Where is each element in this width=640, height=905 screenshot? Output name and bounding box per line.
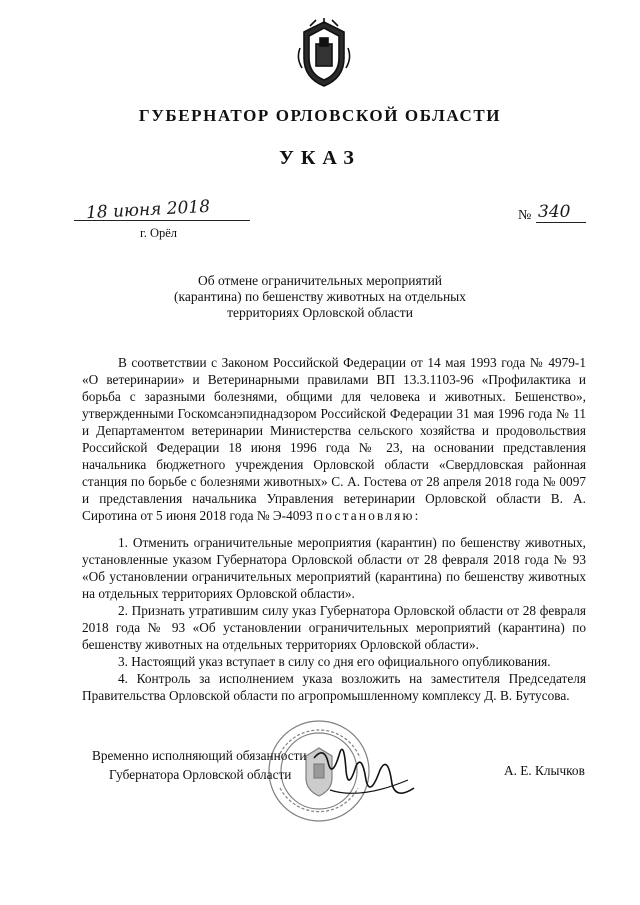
decree-word: постановляю: (316, 508, 421, 523)
subject-line: (карантина) по бешенству животных на отдельных (173, 289, 466, 304)
position-line: Временно исполняющий обязанности (92, 748, 307, 763)
number-underline (536, 222, 586, 223)
organization-title: ГУБЕРНАТОР ОРЛОВСКОЙ ОБЛАСТИ (138, 106, 502, 125)
preamble (82, 354, 586, 524)
position-line: Губернатора Орловской области (109, 767, 292, 782)
signatory-position (92, 746, 307, 784)
decree-item: 3. Настоящий указ вступает в силу со дня его официального опубликования. (118, 654, 551, 669)
subject-line: территориях Орловской области (227, 305, 413, 320)
handwritten-date: 18 июня 2018 (85, 196, 211, 224)
signatory-name: А. Е. Клычков (504, 763, 585, 778)
decree-subject (0, 273, 640, 321)
number-label: № (518, 208, 532, 223)
decree-items (82, 534, 586, 704)
document-type: УКАЗ (279, 147, 361, 169)
handwritten-number: 340 (538, 202, 571, 222)
coat-of-arms-icon (296, 18, 352, 90)
decree-item: 1. Отменить ограничительные мероприятия (карантин) по бешенству животных, установленные указом Губернатора Орловской области от 28 февраля 2018 года № 93 «Об установлении ограничительных мероприятий (карантина) по бешенству животных на отдельных территориях Орловской области». (82, 535, 586, 601)
handwritten-signature-icon (310, 740, 420, 810)
subject-line: Об отмене ограничительных мероприятий (197, 273, 443, 288)
preamble-text: В соответствии с Законом Российской Федерации от 14 мая 1993 года № 4979-1 «О ветеринарии» и Ветеринарными правилами ВП 13.3.1103-96 «Профилактика и борьба с заразными болезнями, общими для человека и животных. Бешенство», утвержденными Госкомсанэпиднадзором Российской Федерации 31 мая 1996 года № 11 и Департаментом ветеринарии Министерства сельского хозяйства и продовольствия Российской Федерации 18 июня 1996 года № 23, на основании представления начальника бюджетного учреждения Орловской области «Свердловская районная станция по борьбе с болезнями животных» С. А. Гостева от 28 апреля 2018 года № 0097 и представления начальника Управления ветеринарии Орловской области В. А. Сиротина от 5 июня 2018 года № Э-4093 (82, 355, 586, 523)
city: г. Орёл (140, 226, 178, 240)
date-underline (74, 220, 250, 221)
decree-item: 4. Контроль за исполнением указа возложить на заместителя Председателя Правительства Орловской области по агропромышленному комплексу Д. В. Бутусова. (82, 671, 586, 703)
decree-item: 2. Признать утратившим силу указ Губернатора Орловской области от 28 февраля 2018 года № 93 «Об установлении ограничительных мероприятий (карантина) по бешенству животных на отдельных территориях Орловской области». (82, 603, 586, 652)
